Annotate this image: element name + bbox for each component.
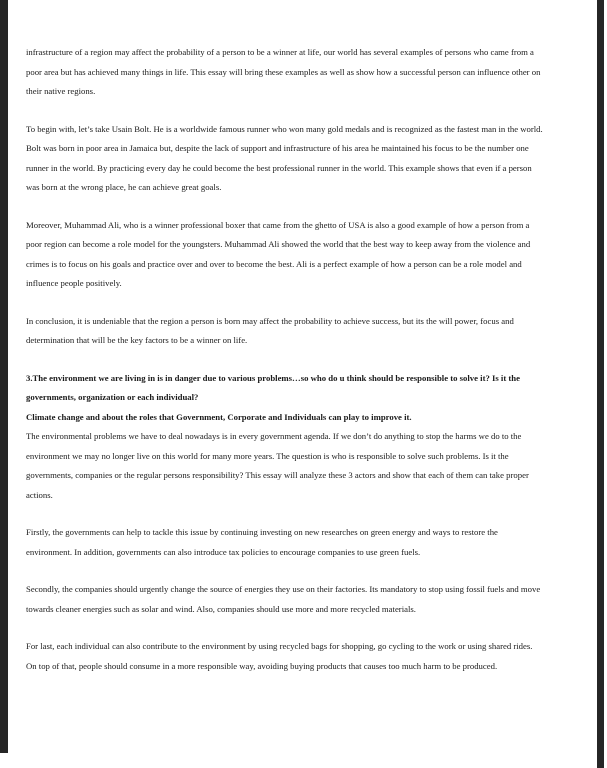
essay-paragraph-individuals: For last, each individual can also contribute to the environment by using recycled bags for shopping, go cycling to the work or using shared rides. On top of that, people should consume in a more responsible way, avoiding buying products that causes too much harm to be produced.: [26, 641, 533, 671]
document-page: [8, 0, 597, 768]
app-background-left-edge: [0, 0, 8, 753]
essay-paragraph-environment-intro: The environmental problems we have to deal nowadays is in every government agenda. If we don’t do anything to stop the harms we do to the environment we may no longer live on this world for many more years. The question is who is responsible to solve such problems. Is it the governments, companies or the regular persons responsibility? This essay will analyze these 3 actors and show that each of them can take proper actions.: [26, 431, 529, 500]
essay-question-heading: 3.The environment we are living in is in danger due to various problems…so who do u think should be responsible to solve it? Is it the governments, organization or each individual?: [26, 372, 520, 402]
essay-paragraph-conclusion: In conclusion, it is undeniable that the region a person is born may affect the probability to achieve success, but its the will power, focus and determination that will be the key factors to be a winner on life.: [26, 315, 514, 345]
essay-paragraph-intro: infrastructure of a region may affect the probability of a person to be a winner at life, our world has several examples of persons who came from a poor area but has achieved many things in life. This essay will bring these examples as well as show how a successful person can influence other on their native regions.: [26, 47, 541, 96]
essay-text-block: [26, 43, 543, 676]
essay-paragraph-governments: Firstly, the governments can help to tackle this issue by continuing investing on new researches on green energy and ways to restore the environment. In addition, governments can also introduce tax policies to encourage companies to use green fuels.: [26, 527, 498, 557]
app-background-right-edge: [597, 0, 604, 768]
essay-paragraph-companies: Secondly, the companies should urgently change the source of energies they use on their factories. Its mandatory to stop using fossil fuels and move towards cleaner energies such as solar and wind. Also, companies should use more and more recycled materials.: [26, 584, 541, 614]
essay-paragraph-muhammad-ali: Moreover, Muhammad Ali, who is a winner professional boxer that came from the ghetto of USA is also a good example of how a person from a poor region can become a role model for the youngsters. Muhammad Ali showed the world that the best way to keep away from the violence and crimes is to focus on his goals and practice over and over to become the best. Ali is a perfect example of how a person can be a role model and influence people positively.: [26, 219, 531, 288]
essay-topic-heading: Climate change and about the roles that Government, Corporate and Individuals can play to improve it.: [26, 411, 412, 422]
essay-paragraph-usain-bolt: To begin with, let’s take Usain Bolt. He is a worldwide famous runner who won many gold medals and is recognized as the fastest man in the world. Bolt was born in poor area in Jamaica but, despite the lack of support and infrastructure of his area he maintained his focus to be the number one runner in the world. By practicing every day he could become the best professional runner in the world. This example shows that even if a person was born at the wrong place, he can achieve great goals.: [26, 123, 543, 192]
